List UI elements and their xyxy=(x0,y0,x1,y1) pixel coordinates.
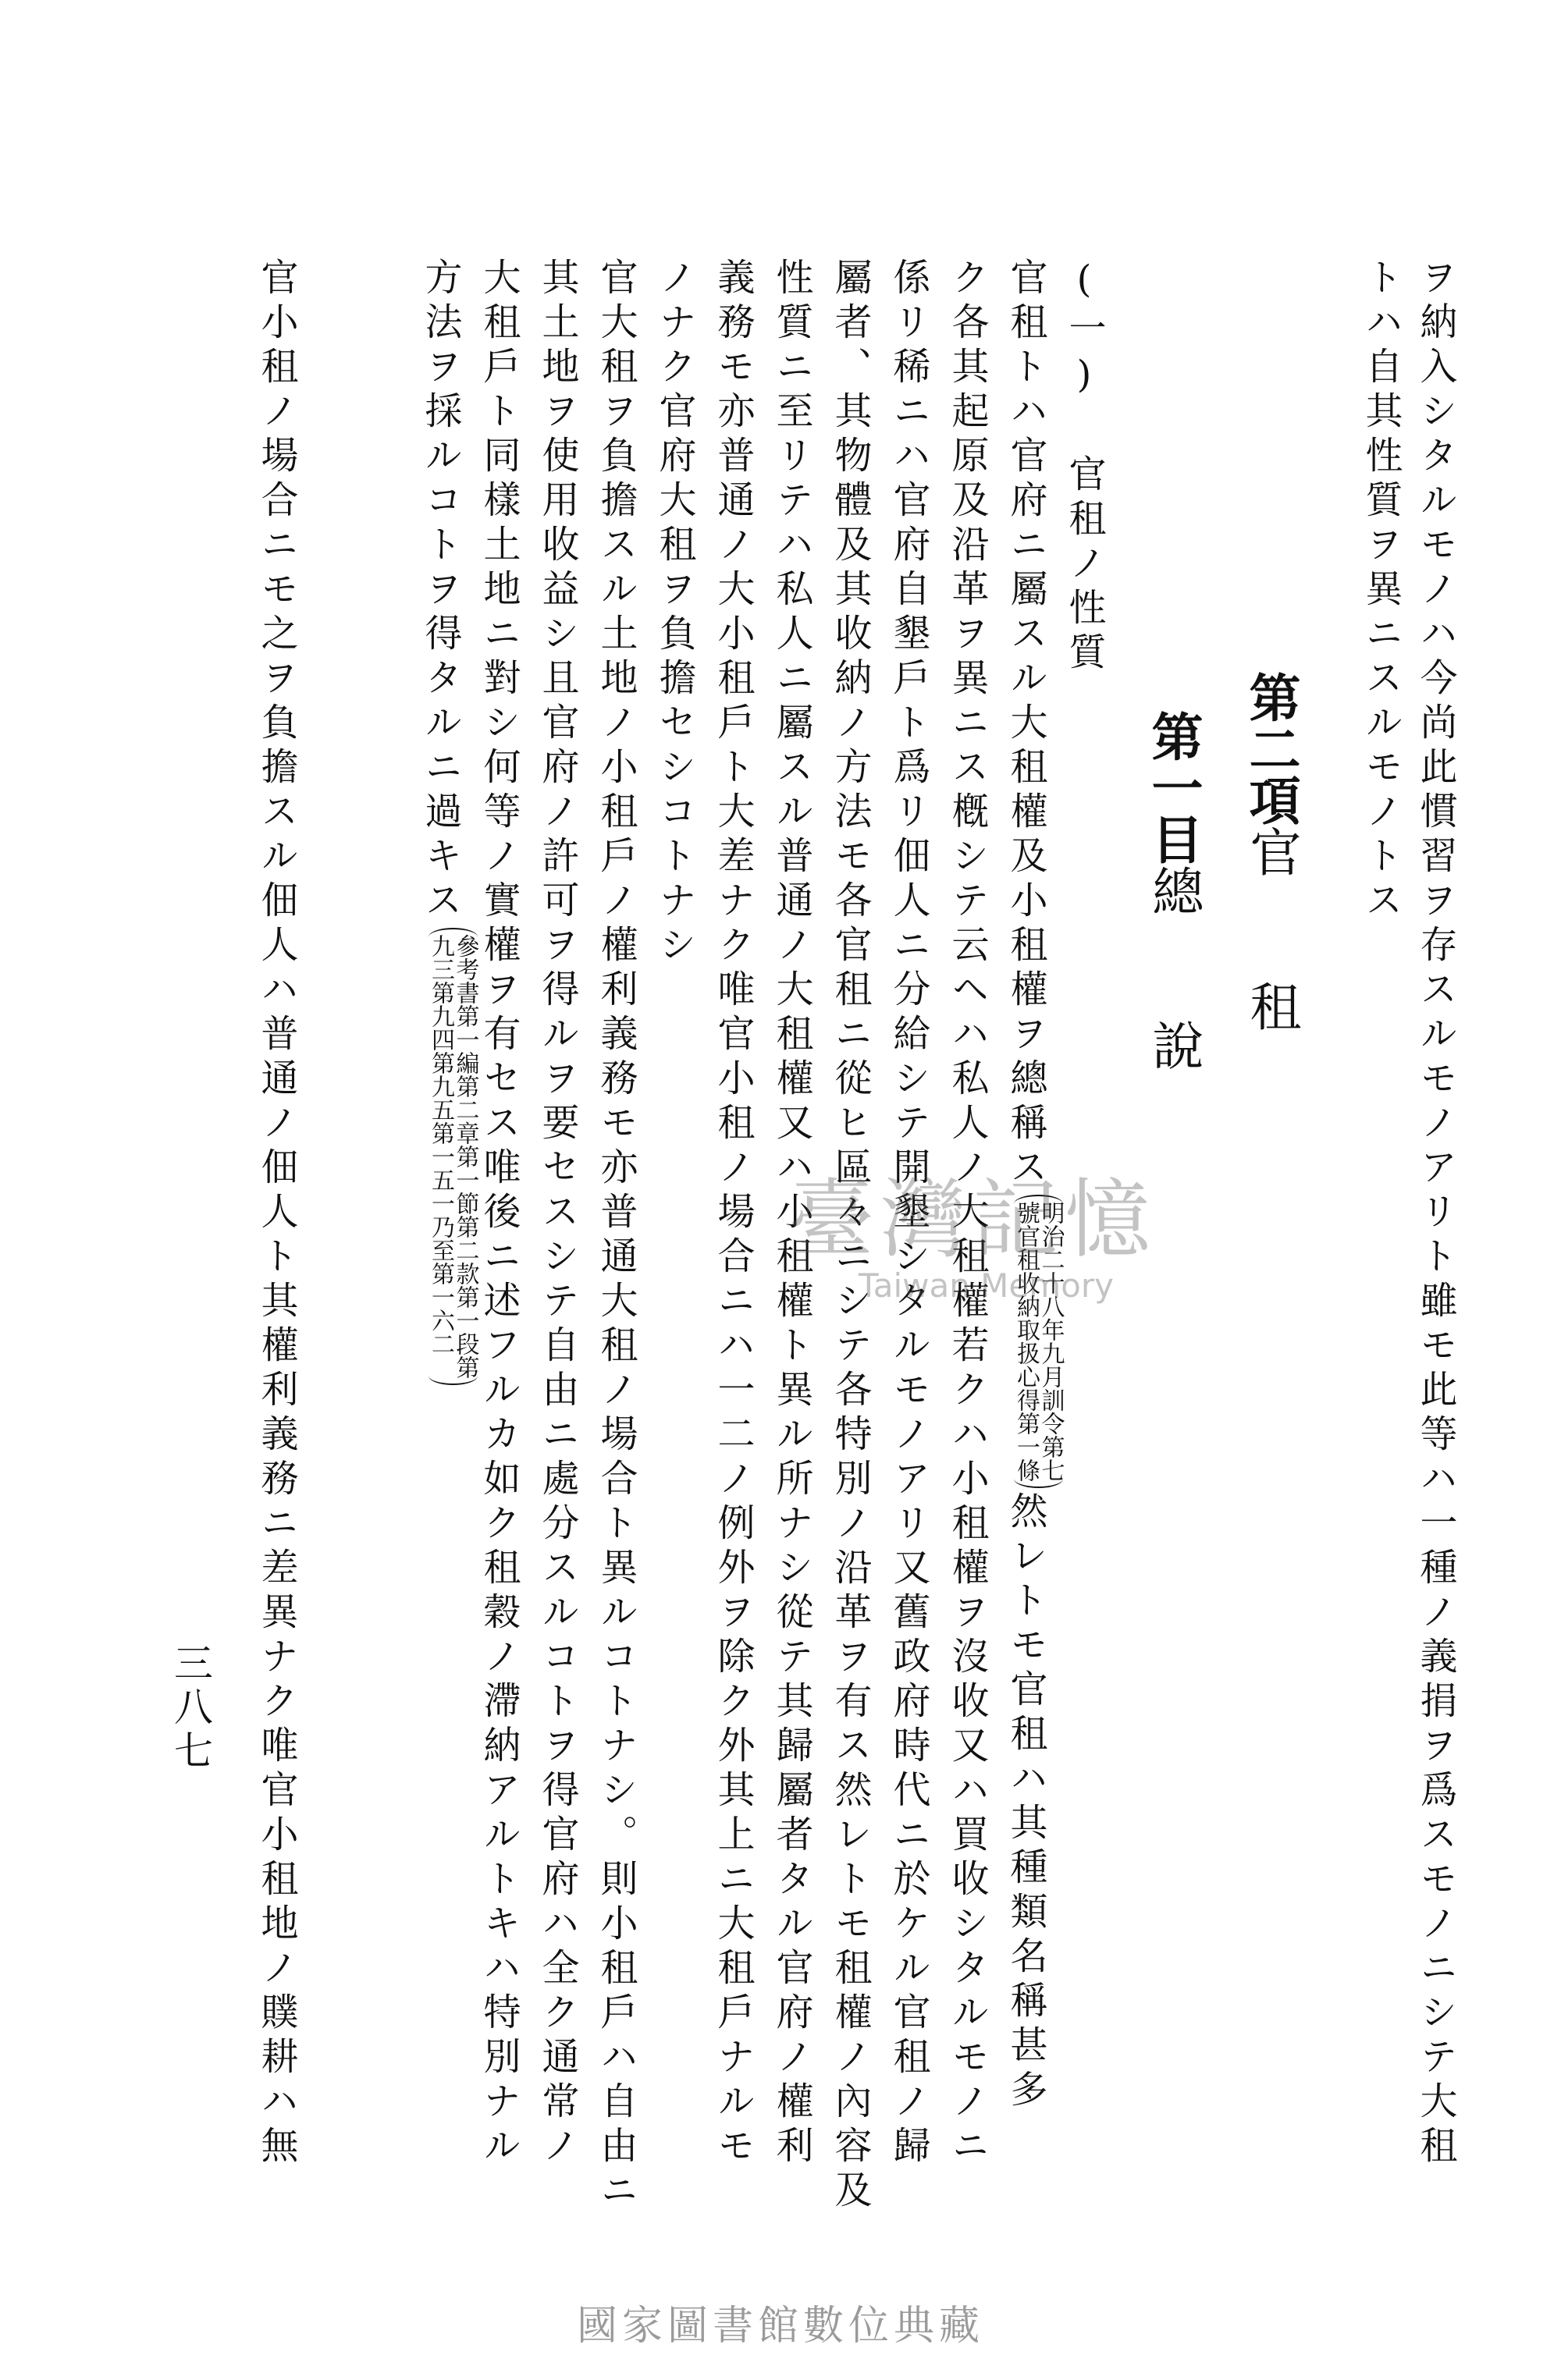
text-column-6 xyxy=(1004,258,1065,2114)
footer-credit: 國家圖書館數位典藏 xyxy=(576,2303,984,2350)
watermark-en: Taiwan Memory xyxy=(859,1266,1114,1305)
section-heading-number: 第二項 xyxy=(1240,671,1301,826)
citation-note-1: 明治二十八年九月訓令第七 號官租收納取扱心得第一條 xyxy=(1014,1195,1063,1488)
text-column-11: 義務モ亦普通ノ大小租戶ト大差ナク唯官小租ノ場合ニハ一二ノ例外ヲ除ク外其上ニ大租戶ナルモ xyxy=(711,258,755,2170)
text-column-2: トハ自其性質ヲ異ニスルモノトス xyxy=(1359,258,1403,925)
text-column-6-lead: 官租トハ官府ニ屬スル大租權及小租權ヲ總稱ス xyxy=(1004,258,1047,1192)
text-column-6-tail: 然レトモ官租ハ其種類名稱甚多 xyxy=(1004,1491,1047,2114)
text-column-16-lead: 方法ヲ採ルコトヲ得タルニ過キス xyxy=(418,258,462,925)
watermark-cjk: 臺灣記憶 xyxy=(788,1170,1157,1270)
subsection-heading-number: 第一目 xyxy=(1143,710,1204,865)
text-column-1: ヲ納入シタルモノハ今尚此慣習ヲ存スルモノアリト雖モ此等ハ一種ノ義捐ヲ爲スモノニシテ大租 xyxy=(1413,258,1457,2170)
text-column-16 xyxy=(418,258,479,1388)
subsection-heading-title: 總 說 xyxy=(1143,865,1204,1071)
citation-note-2: 參考書第一編第二章第一節第二款第一段第 九三第九四第九五第一五一乃至第一六二 xyxy=(428,928,478,1385)
text-column-14: 其土地ヲ使用收益シ且官府ノ許可ヲ得ルヲ要セスシテ自由ニ處分スルコトヲ得官府ハ全ク通常ノ xyxy=(535,258,579,2170)
text-column-13: 官大租ヲ負擔スル土地ノ小租戶ノ權利義務モ亦普通大租ノ場合ト異ルコトナシ。則小租戶ハ自由ニ xyxy=(594,258,638,2215)
subsection-heading xyxy=(1143,710,1204,1071)
text-column-12: ノナク官府大租ヲ負擔セシコトナシ xyxy=(652,258,696,969)
page-number: 三八七 xyxy=(168,1643,213,1774)
text-column-15: 大租戶ト同樣土地ニ對シ何等ノ實權ヲ有セス唯後ニ述フルカ如ク租穀ノ滯納アルトキハ特別ナル xyxy=(477,258,521,2170)
section-heading-title: 官 租 xyxy=(1241,826,1301,1032)
text-column-7: ク各其起原及沿革ヲ異ニス槪シテ云ヘハ私人ノ大租權若クハ小租權ヲ沒收又ハ買收シタルモノニ xyxy=(945,258,989,2170)
subsection-title: (一) 官租ノ性質 xyxy=(1062,258,1106,677)
text-column-8: 係リ稀ニハ官府自墾戶ト爲リ佃人ニ分給シテ開墾シタルモノアリ又舊政府時代ニ於ケル官租ノ歸 xyxy=(887,258,930,2170)
section-heading xyxy=(1240,671,1301,1032)
text-column-10: 性質ニ至リテハ私人ニ屬スル普通ノ大租權又ハ小租權ト異ル所ナシ從テ其歸屬者タル官府ノ權利 xyxy=(770,258,813,2170)
text-column-17: 官小租ノ場合ニモ之ヲ負擔スル佃人ハ普通ノ佃人ト其權利義務ニ差異ナク唯官小租地ノ贌耕ハ無 xyxy=(254,258,298,2170)
text-column-9: 屬者、其物體及其收納ノ方法モ各官租ニ從ヒ區々ニシテ各特別ノ沿革ヲ有ス然レトモ租權ノ內容及 xyxy=(828,258,872,2215)
